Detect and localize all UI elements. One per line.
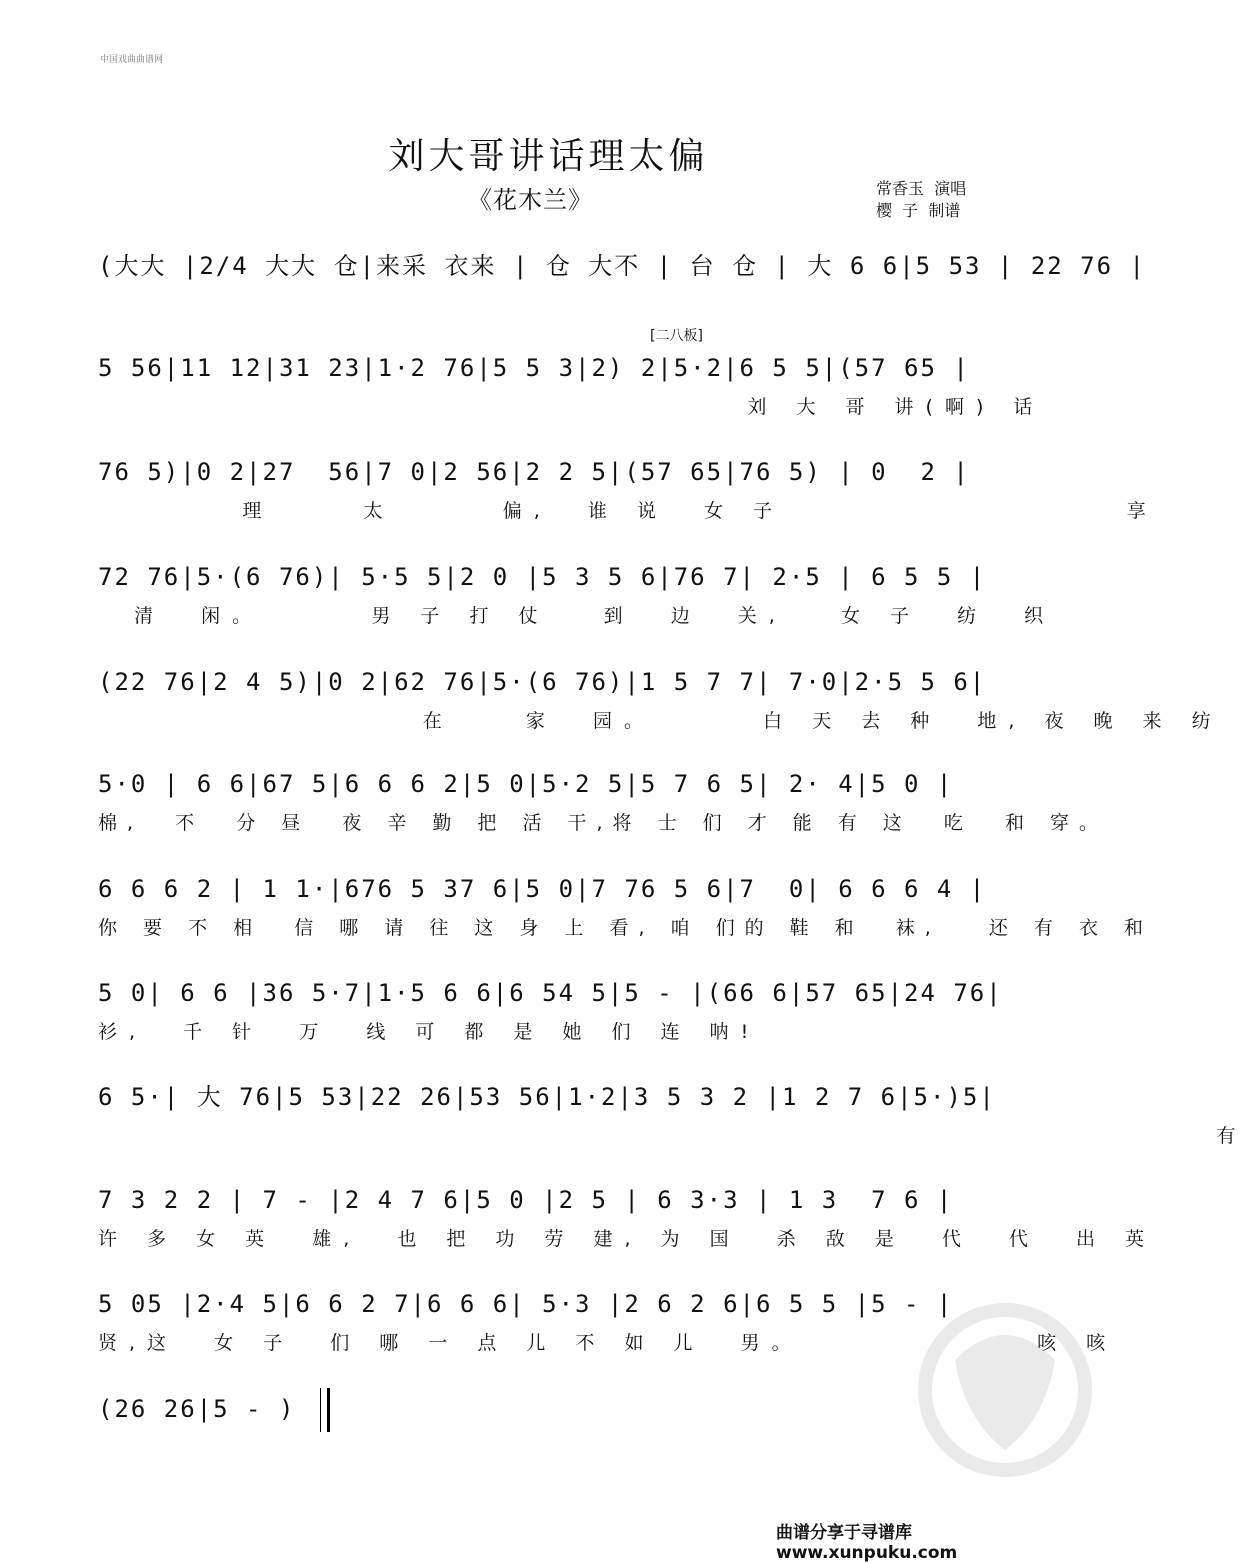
notation-line: 72 76|5·(6 76)| 5·5 5|2 0 |5 3 5 6|76 7| 2·5 | 6 5 5 | <box>98 563 987 591</box>
notation-line: (22 76|2 4 5)|0 2|62 76|5·(6 76)|1 5 7 7| 7·0|2·5 5 6| <box>98 668 987 696</box>
notation-line: 5 05 |2·4 5|6 6 2 7|6 6 6| 5·3 |2 6 2 6|6 5 5 |5 - | <box>98 1290 954 1318</box>
notation-line: 76 5)|0 2|27 56|7 0|2 56|2 2 5|(57 65|76 5) | 0 2 | <box>98 458 970 486</box>
site-tag: 中国戏曲曲谱网 <box>100 55 164 65</box>
notation-line: 6 6 6 2 | 1 1·|676 5 37 6|5 0|7 76 5 6|7 0| 6 6 6 4 | <box>98 875 987 903</box>
opera-subtitle: 《花木兰》 <box>468 186 593 214</box>
opera-mask-watermark-icon <box>890 1290 1100 1490</box>
notation-line: 7 3 2 2 | 7 - |2 4 7 6|5 0 |2 5 | 6 3·3 | 1 3 7 6 | <box>98 1186 954 1214</box>
lyrics-line: 棉, 不 分 昼 夜 辛 勤 把 活 干,将 士 们 才 能 有 这 吃 和 穿。 <box>98 812 1108 834</box>
final-barline-thick <box>327 1388 330 1432</box>
lyrics-line: 刘 大 哥 讲(啊) 话 <box>98 396 1045 418</box>
singer-credit: 常香玉 演唱 <box>876 179 967 198</box>
notation-line: (26 26|5 - ) <box>98 1395 296 1423</box>
lyrics-line: 许 多 女 英 雄, 也 把 功 劳 建, 为 国 杀 敌 是 代 代 出 英 <box>98 1228 1157 1250</box>
notation-line: 5 56|11 12|31 23|1·2 76|5 5 3|2) 2|5·2|6 5 5|(57 65 | <box>98 354 970 382</box>
notation-line: (大大 |2/4 大大 仓|来采 衣来 | 仓 大不 | 台 仓 | 大 6 6|5 53 | 22 76 | <box>98 252 1146 280</box>
lyrics-line: 你 要 不 相 信 哪 请 往 这 身 上 看, 咱 们的 鞋 和 袜, 还 有 衣 和 <box>98 917 1154 939</box>
lyrics-line: 清 闲。 男 子 打 仗 到 边 关, 女 子 纺 织 <box>98 605 1056 627</box>
section-label: [二八板] <box>650 328 703 344</box>
lyrics-line: 贤,这 女 子 们 哪 一 点 儿 不 如 儿 男。 咳 咳 <box>98 1332 1118 1354</box>
lyrics-line: 有 <box>98 1125 1247 1147</box>
notation-line: 6 5·| 大 76|5 53|22 26|53 56|1·2|3 5 3 2 |1 2 7 6|5·)5| <box>98 1083 996 1111</box>
notation-line: 5 0| 6 6 |36 5·7|1·5 6 6|6 54 5|5 - |(66 6|57 65|24 76| <box>98 979 1003 1007</box>
lyrics-line: 理 太 偏, 谁 说 女 子 享 <box>98 500 1158 522</box>
footer-credit: 曲谱分享于寻谱库 www.xunpuku.com <box>776 1523 958 1563</box>
page-title: 刘大哥讲话理太偏 <box>388 136 709 177</box>
final-barline-thin <box>320 1388 321 1432</box>
lyrics-line: 在 家 园。 白 天 去 种 地, 夜 晚 来 纺 <box>98 710 1223 732</box>
credits <box>876 178 966 222</box>
notation-line: 5·0 | 6 6|67 5|6 6 6 2|5 0|5·2 5|5 7 6 5| 2· 4|5 0 | <box>98 770 954 798</box>
lyrics-line: 衫, 千 针 万 线 可 都 是 她 们 连 呐! <box>98 1021 761 1043</box>
arranger-credit: 樱 子 制谱 <box>876 201 961 220</box>
